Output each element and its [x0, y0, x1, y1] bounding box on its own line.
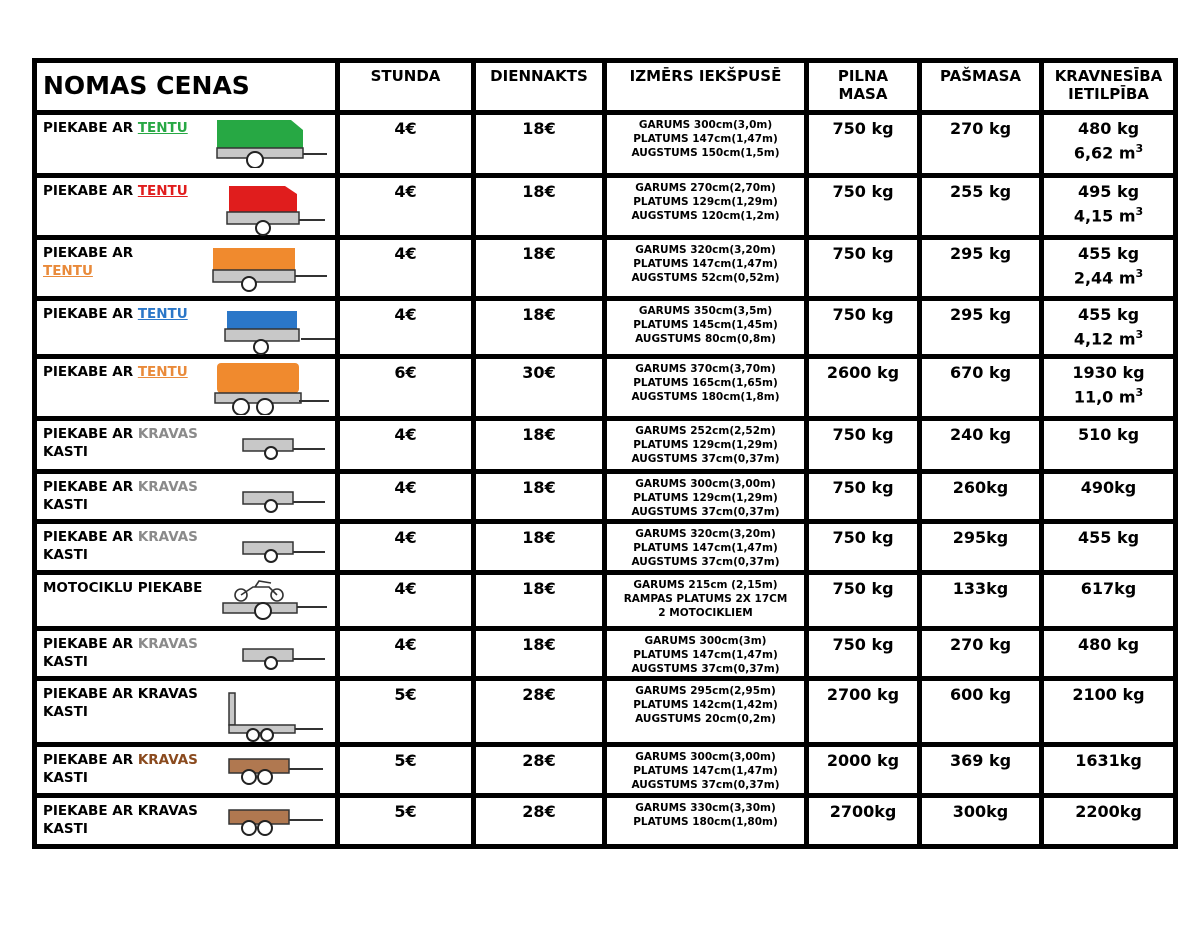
price-day: 18€ [476, 178, 602, 235]
table-row [37, 681, 1173, 742]
dimension-length: GARUMS 270cm(2,70m) [635, 182, 776, 194]
brown-box-trailer-icon [223, 751, 327, 787]
price-day: 18€ [476, 524, 602, 570]
header-payload [1044, 63, 1173, 110]
dimension-length: GARUMS 300cm(3,0m) [638, 119, 773, 131]
price-hour: 5€ [340, 681, 471, 742]
trailer-name-highlight: KRAVAS [137, 529, 198, 545]
volume [1044, 202, 1173, 226]
dimension-length: GARUMS 300cm(3,00m) [635, 751, 776, 763]
dimension-width: PLATUMS 147cm(1,47m) [633, 258, 778, 270]
price-day: 18€ [476, 240, 602, 296]
trailer-name-prefix: PIEKABE AR [43, 183, 138, 199]
gross-mass: 750 kg [809, 474, 917, 519]
trailer-name-suffix: KASTI [43, 654, 88, 670]
trailer-name-prefix: PIEKABE AR [43, 636, 138, 652]
gross-mass: 2600 kg [809, 359, 917, 416]
inner-dimensions [607, 631, 804, 676]
dimension-height: AUGSTUMS 37cm(0,37m) [631, 556, 780, 568]
dimension-width: PLATUMS 147cm(1,47m) [633, 133, 778, 145]
dimension-width: PLATUMS 165cm(1,65m) [633, 377, 778, 389]
dimension-height: AUGSTUMS 80cm(0,8m) [635, 333, 776, 345]
curb-mass: 260kg [922, 474, 1039, 519]
trailer-name [43, 751, 218, 787]
price-day: 30€ [476, 359, 602, 416]
payload-cell [1044, 524, 1173, 570]
dimension-width: PLATUMS 129cm(1,29m) [633, 492, 778, 504]
price-day: 18€ [476, 631, 602, 676]
curb-mass: 600 kg [922, 681, 1039, 742]
volume-unit-exponent: 3 [1135, 267, 1144, 280]
trailer-name-highlight: TENTU [137, 306, 188, 322]
trailer-name-cell [37, 747, 335, 793]
trailer-name [43, 182, 218, 200]
price-hour: 5€ [340, 798, 471, 844]
volume-unit-exponent: 3 [1135, 328, 1144, 341]
price-day: 28€ [476, 747, 602, 793]
curb-mass: 270 kg [922, 115, 1039, 173]
trailer-name-highlight: KRAVAS [137, 636, 198, 652]
curb-mass: 295 kg [922, 240, 1039, 296]
gross-mass: 2000 kg [809, 747, 917, 793]
volume [1044, 139, 1173, 163]
trailer-name-suffix: KASTI [43, 770, 88, 786]
dimension-length: GARUMS 300cm(3,00m) [635, 478, 776, 490]
table-row [37, 301, 1173, 354]
inner-dimensions [607, 240, 804, 296]
gross-mass: 750 kg [809, 115, 917, 173]
payload-cell [1044, 301, 1173, 354]
trailer-name [43, 685, 218, 721]
dimension-width: PLATUMS 145cm(1,45m) [633, 319, 778, 331]
price-hour: 4€ [340, 474, 471, 519]
large-orange-tent-trailer-icon [209, 361, 333, 415]
table-row [37, 421, 1173, 469]
inner-dimensions [607, 575, 804, 626]
header-gross-line1: PILNA [837, 67, 889, 85]
gross-mass: 750 kg [809, 178, 917, 235]
trailer-name-prefix: PIEKABE AR [43, 364, 138, 380]
volume [1044, 325, 1173, 349]
gross-mass: 750 kg [809, 301, 917, 354]
trailer-name-cell [37, 575, 335, 626]
dimension-width: PLATUMS 147cm(1,47m) [633, 765, 778, 777]
trailer-name-suffix: KASTI [43, 704, 88, 720]
payload-cell [1044, 178, 1173, 235]
payload-cell [1044, 359, 1173, 416]
gross-mass: 2700 kg [809, 681, 917, 742]
price-hour: 5€ [340, 747, 471, 793]
payload: 455 kg [1077, 305, 1140, 324]
trailer-name-prefix: PIEKABE AR [43, 479, 138, 495]
volume-unit-exponent: 3 [1135, 142, 1144, 155]
flatbed-trailer-icon [223, 689, 327, 747]
trailer-name-highlight: TENTU [43, 263, 93, 279]
curb-mass: 240 kg [922, 421, 1039, 469]
payload-cell [1044, 575, 1173, 626]
volume-value: 11,0 m [1073, 387, 1136, 407]
trailer-name-cell [37, 115, 335, 173]
price-hour: 4€ [340, 301, 471, 354]
brown-box-trailer-icon [223, 802, 327, 838]
volume-value: 2,44 m [1073, 268, 1136, 288]
trailer-name [43, 528, 218, 564]
curb-mass: 255 kg [922, 178, 1039, 235]
dimension-length: GARUMS 215cm (2,15m) [633, 579, 778, 591]
volume-value: 4,12 m [1073, 329, 1136, 349]
inner-dimensions [607, 524, 804, 570]
volume-unit-exponent: 3 [1135, 205, 1144, 218]
payload-cell [1044, 421, 1173, 469]
price-day: 28€ [476, 798, 602, 844]
dimension-length: GARUMS 370cm(3,70m) [635, 363, 776, 375]
dimension-length: GARUMS 330cm(3,30m) [635, 802, 776, 814]
payload-cell [1044, 681, 1173, 742]
dimension-height: AUGSTUMS 20cm(0,2m) [635, 713, 776, 725]
price-day: 28€ [476, 681, 602, 742]
dimension-width: PLATUMS 129cm(1,29m) [633, 439, 778, 451]
blue-tent-trailer-icon [221, 309, 339, 357]
header-payload-line1: KRAVNESĪBA [1054, 67, 1163, 85]
header-gross-mass [809, 63, 917, 110]
trailer-name-suffix: KASTI [43, 497, 88, 513]
trailer-name-cell [37, 474, 335, 519]
payload: 455 kg [1077, 528, 1140, 547]
volume [1044, 383, 1173, 407]
header-gross-line2: MASA [838, 85, 888, 103]
table-row [37, 359, 1173, 416]
dimension-length: GARUMS 300cm(3m) [644, 635, 767, 647]
payload: 1930 kg [1072, 363, 1145, 382]
trailer-name [43, 802, 218, 838]
dimension-width: PLATUMS 147cm(1,47m) [633, 542, 778, 554]
trailer-name-cell [37, 524, 335, 570]
trailer-name-prefix: PIEKABE AR KRAVAS [43, 803, 198, 819]
dimension-height: AUGSTUMS 37cm(0,37m) [631, 663, 780, 675]
orange-tent-trailer-icon [209, 246, 331, 292]
trailer-name [43, 635, 218, 671]
volume-unit-exponent: 3 [1135, 386, 1144, 399]
dimension-height: 2 MOTOCIKLIEM [658, 607, 753, 619]
trailer-name-highlight: TENTU [137, 120, 188, 136]
gross-mass: 750 kg [809, 524, 917, 570]
green-tent-trailer-icon [211, 118, 329, 168]
trailer-name-cell [37, 631, 335, 676]
dimension-height: AUGSTUMS 52cm(0,52m) [631, 272, 780, 284]
trailer-name-cell [37, 178, 335, 235]
inner-dimensions [607, 798, 804, 844]
trailer-name-prefix: MOTOCIKLU PIEKABE [43, 580, 203, 596]
table-row [37, 575, 1173, 626]
trailer-name [43, 119, 218, 137]
payload: 480 kg [1077, 635, 1140, 654]
table-row [37, 474, 1173, 519]
volume-value: 6,62 m [1073, 143, 1136, 163]
dimension-length: GARUMS 252cm(2,52m) [635, 425, 776, 437]
gross-mass: 750 kg [809, 631, 917, 676]
payload-cell [1044, 631, 1173, 676]
trailer-name-highlight: KRAVAS [137, 752, 198, 768]
header-dims: IZMĒRS IEKŠPUSĒ [607, 63, 804, 110]
page-title: NOMAS CENAS [37, 63, 335, 110]
price-day: 18€ [476, 474, 602, 519]
payload: 510 kg [1077, 425, 1140, 444]
inner-dimensions [607, 359, 804, 416]
trailer-name-highlight: KRAVAS [137, 426, 198, 442]
payload-cell [1044, 747, 1173, 793]
payload-cell [1044, 115, 1173, 173]
volume-value: 4,15 m [1073, 206, 1136, 226]
trailer-name-prefix: PIEKABE AR [43, 426, 138, 442]
payload: 490kg [1080, 478, 1137, 497]
curb-mass: 295 kg [922, 301, 1039, 354]
dimension-length: GARUMS 320cm(3,20m) [635, 528, 776, 540]
payload-cell [1044, 240, 1173, 296]
gross-mass: 750 kg [809, 575, 917, 626]
dimension-height: AUGSTUMS 37cm(0,37m) [631, 453, 780, 465]
header-hour: STUNDA [340, 63, 471, 110]
dimension-width: RAMPAS PLATUMS 2X 17CM [623, 593, 788, 605]
gross-mass: 750 kg [809, 421, 917, 469]
gross-mass: 750 kg [809, 240, 917, 296]
curb-mass: 270 kg [922, 631, 1039, 676]
payload: 455 kg [1077, 244, 1140, 263]
trailer-name-highlight: TENTU [137, 183, 188, 199]
table-row [37, 240, 1173, 296]
table-row [37, 524, 1173, 570]
trailer-name-suffix: KASTI [43, 444, 88, 460]
table-row [37, 798, 1173, 844]
dimension-height: AUGSTUMS 37cm(0,37m) [631, 506, 780, 518]
header-day: DIENNAKTS [476, 63, 602, 110]
price-table [32, 58, 1178, 849]
box-trailer-icon [237, 484, 329, 514]
payload: 480 kg [1077, 119, 1140, 138]
dimension-width: PLATUMS 180cm(1,80m) [633, 816, 778, 828]
red-tent-trailer-icon [223, 184, 328, 236]
payload: 2200kg [1075, 802, 1142, 821]
dimension-width: PLATUMS 142cm(1,42m) [633, 699, 778, 711]
dimension-width: PLATUMS 147cm(1,47m) [633, 649, 778, 661]
inner-dimensions [607, 301, 804, 354]
inner-dimensions [607, 115, 804, 173]
trailer-name [43, 244, 218, 280]
table-row [37, 115, 1173, 173]
dimension-height: AUGSTUMS 37cm(0,37m) [631, 779, 780, 791]
inner-dimensions [607, 681, 804, 742]
price-hour: 4€ [340, 240, 471, 296]
curb-mass: 300kg [922, 798, 1039, 844]
header-curb-mass: PAŠMASA [922, 63, 1039, 110]
trailer-name-prefix: PIEKABE AR [43, 306, 138, 322]
trailer-name [43, 363, 218, 381]
table-row [37, 178, 1173, 235]
table-row [37, 747, 1173, 793]
inner-dimensions [607, 474, 804, 519]
dimension-length: GARUMS 295cm(2,95m) [635, 685, 776, 697]
price-hour: 4€ [340, 575, 471, 626]
payload: 1631kg [1075, 751, 1142, 770]
box-trailer-icon [237, 641, 329, 671]
dimension-height: AUGSTUMS 120cm(1,2m) [631, 210, 780, 222]
trailer-name-prefix: PIEKABE AR [43, 752, 138, 768]
trailer-name-cell [37, 798, 335, 844]
price-day: 18€ [476, 115, 602, 173]
inner-dimensions [607, 747, 804, 793]
trailer-name-suffix: KASTI [43, 547, 88, 563]
box-trailer-icon [237, 534, 329, 564]
curb-mass: 133kg [922, 575, 1039, 626]
dimension-height: AUGSTUMS 150cm(1,5m) [631, 147, 780, 159]
box-trailer-icon [237, 431, 329, 461]
motorcycle-trailer-icon [219, 577, 331, 625]
trailer-name-cell [37, 681, 335, 742]
trailer-name-prefix: PIEKABE AR [43, 245, 134, 261]
trailer-name-highlight: TENTU [137, 364, 188, 380]
price-day: 18€ [476, 575, 602, 626]
trailer-name-prefix: PIEKABE AR KRAVAS [43, 686, 198, 702]
curb-mass: 369 kg [922, 747, 1039, 793]
trailer-name-cell [37, 301, 335, 354]
volume [1044, 264, 1173, 288]
price-day: 18€ [476, 301, 602, 354]
payload: 617kg [1080, 579, 1137, 598]
price-hour: 4€ [340, 421, 471, 469]
trailer-name-suffix: KASTI [43, 821, 88, 837]
inner-dimensions [607, 421, 804, 469]
price-hour: 4€ [340, 631, 471, 676]
trailer-name-cell [37, 240, 335, 296]
trailer-name-highlight: KRAVAS [137, 479, 198, 495]
price-day: 18€ [476, 421, 602, 469]
trailer-name-cell [37, 359, 335, 416]
price-hour: 6€ [340, 359, 471, 416]
dimension-width: PLATUMS 129cm(1,29m) [633, 196, 778, 208]
payload: 495 kg [1077, 182, 1140, 201]
header-payload-line2: IETILPĪBA [1068, 85, 1149, 103]
trailer-name-prefix: PIEKABE AR [43, 120, 138, 136]
price-hour: 4€ [340, 524, 471, 570]
dimension-length: GARUMS 320cm(3,20m) [635, 244, 776, 256]
price-hour: 4€ [340, 115, 471, 173]
curb-mass: 670 kg [922, 359, 1039, 416]
trailer-name [43, 305, 218, 323]
header-row [37, 63, 1173, 110]
dimension-height: AUGSTUMS 180cm(1,8m) [631, 391, 780, 403]
trailer-name [43, 425, 218, 461]
payload-cell [1044, 798, 1173, 844]
curb-mass: 295kg [922, 524, 1039, 570]
trailer-name-prefix: PIEKABE AR [43, 529, 138, 545]
gross-mass: 2700kg [809, 798, 917, 844]
trailer-name [43, 579, 218, 597]
table-row [37, 631, 1173, 676]
trailer-name [43, 478, 218, 514]
payload-cell [1044, 474, 1173, 519]
dimension-length: GARUMS 350cm(3,5m) [638, 305, 773, 317]
payload: 2100 kg [1072, 685, 1145, 704]
price-hour: 4€ [340, 178, 471, 235]
trailer-name-cell [37, 421, 335, 469]
inner-dimensions [607, 178, 804, 235]
